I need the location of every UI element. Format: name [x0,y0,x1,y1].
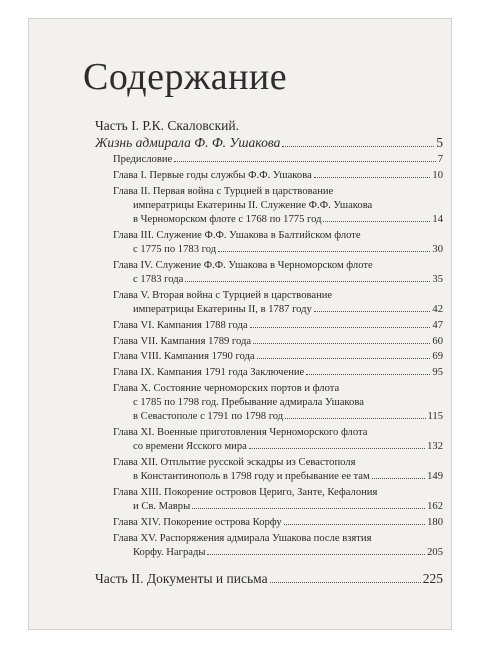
toc-entry [113,169,443,183]
toc-entry-line: Глава I. Первые годы службы Ф.Ф. Ушакова [113,169,312,181]
toc-entry-line: Глава IX. Кампания 1791 года Заключение [113,367,305,379]
toc-entry [113,185,443,228]
toc-entry-line: императрицы Екатерины II, в 1787 году [133,304,312,315]
leader-dots [282,146,434,147]
page-number: 225 [422,571,443,587]
leader-dots [285,418,425,419]
toc-entry-line: с 1785 по 1798 год. Пребывание адмирала Ушакова [133,397,364,409]
toc-entry-line: со времени Ясского мира [133,441,247,453]
toc-part-2 [95,570,443,587]
leader-dots [249,448,425,449]
toc-entry-line: Глава X. Состояние черноморских портов и флота [113,382,340,394]
chapter-list [95,153,443,560]
toc-entry-line: Глава VI. Кампания 1788 года [113,319,248,331]
toc-entry-line: и Св. Мавры [133,501,191,513]
leader-dots [253,343,430,344]
page-number: 5 [436,135,443,150]
toc-entry-line: Глава II. Первая война с Турцией в царствование [113,185,334,197]
page-number: 47 [432,319,443,331]
toc-entry [113,366,443,380]
leader-dots [284,524,425,525]
part-2-heading: Часть II. Документы и письма [95,571,268,587]
toc-entry-line: Глава XIII. Покорение островов Цериго, Занте, Кефалония [113,487,378,499]
toc-part-1 [95,117,443,151]
toc-entry-line: Глава V. Вторая война с Турцией в царствование [113,289,333,301]
toc-entry [113,289,443,317]
leader-dots [314,311,431,312]
toc-entry [113,382,443,425]
page-number: 180 [427,517,443,529]
page-number: 205 [427,547,443,559]
page-number: 149 [427,471,443,483]
page-number: 162 [427,501,443,513]
leader-dots [250,327,431,328]
leader-dots [218,251,430,252]
toc-entry-line: в Севастополе с 1791 по 1798 год [133,411,284,423]
toc-entry-line: Предисловие [113,154,173,165]
toc-entry [113,532,443,560]
part-1-heading: Часть I. Р.К. Скаловский. [95,118,240,133]
toc-entry-line: Глава IV. Служение Ф.Ф. Ушакова в Черноморском флоте [113,259,373,271]
toc-entry-line: Глава III. Служение Ф.Ф. Ушакова в Балтийском флоте [113,229,361,241]
toc-entry [113,486,443,514]
toc-entry-line: Глава XIV. Покорение острова Корфу [113,517,282,529]
toc-entry [113,153,443,167]
page-number: 95 [432,367,443,379]
toc-entry-line: императрицы Екатерины II. Служение Ф.Ф. Ушакова [133,199,373,211]
toc-entry-line: Глава VIII. Кампания 1790 года [113,351,255,363]
page-number: 132 [427,441,443,453]
leader-dots [372,478,425,479]
page-number: 115 [427,411,443,423]
part-1-subtitle: Жизнь адмирала Ф. Ф. Ушакова [95,135,281,150]
toc-entry-line: в Черноморском флоте с 1768 по 1775 год [133,214,322,225]
toc-entry-line: Глава XV. Распоряжения адмирала Ушакова после взятия [113,532,372,544]
table-of-contents [95,117,443,587]
toc-entry [113,335,443,349]
toc-entry [113,456,443,484]
page-number: 14 [432,214,443,225]
leader-dots [207,554,425,555]
leader-dots [192,508,425,509]
page-number: 7 [437,154,443,165]
toc-entry-line: Глава VII. Кампания 1789 года [113,335,252,347]
page-number: 10 [432,169,443,181]
leader-dots [314,177,431,178]
toc-entry [113,259,443,287]
page-number: 60 [432,335,443,347]
page-title: Содержание [83,56,288,98]
toc-entry-line: с 1775 по 1783 год [133,244,217,255]
leader-dots [270,582,421,583]
toc-entry [113,350,443,364]
toc-entry-line: с 1783 года [133,274,184,285]
book-page [28,18,452,630]
toc-entry [113,229,443,257]
leader-dots [174,161,435,162]
page-number: 69 [432,351,443,363]
toc-entry [113,516,443,530]
toc-entry-line: в Константинополь в 1798 году и пребывание ее там [133,471,370,483]
toc-entry [113,426,443,454]
leader-dots [323,221,430,222]
toc-entry [113,319,443,333]
leader-dots [257,358,431,359]
leader-dots [185,281,430,282]
page-number: 30 [432,244,443,255]
toc-entry-line: Глава XI. Военные приготовления Черноморского флота [113,427,368,439]
page-number: 42 [432,304,443,315]
toc-entry-line: Глава XII. Отплытие русской эскадры из Севастополя [113,457,356,469]
leader-dots [306,374,430,375]
page-number: 35 [432,274,443,285]
toc-entry-line: Корфу. Награды [133,547,206,559]
